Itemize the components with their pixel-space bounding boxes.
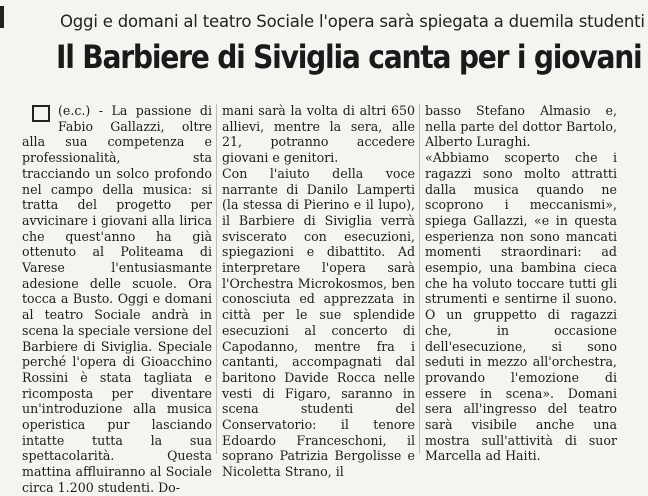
column-paragraph: «Abbiamo scoperto che i ragazzi sono molto attratti dalla musica quando ne scoprono i meccanismi», spiega Gallazzi, «e in questa esperienza non sono mancati momenti straordinari: ad esempio, una bambina cieca che ha voluto toccare tutti gli strumenti e sentirne il suono. O un gruppetto di ragazzi che, in occasione dell'esecuzione, si sono seduti in mezzo all'orchestra, provando l'emozione di essere in scena». Domani sera all'ingresso del teatro sarà visibile anche una mostra sull'attività di suor Marcella ad Haiti. <box>425 150 617 464</box>
column-paragraph: Con l'aiuto della voce narrante di Danilo Lamperti (la stessa di Pierino e il lupo), il Barbiere di Siviglia verrà sviscerato con esecuzioni, spiegazioni e dibattito. Ad interpretare l'opera sarà l'Orchestra Microkosmos, ben conosciuta ed apprezzata in città per le sue splendide esecuzioni al concerto di Capodanno, mentre fra i cantanti, accompagnati dal baritono Davide Rocca nelle vesti di Figaro, saranno in scena studenti del Conservatorio: il tenore Edoardo Franceschoni, il soprano Patrizia Bergolisse e Nicoletta Strano, il <box>222 165 415 480</box>
column-paragraph: mani sarà la volta di altri 650 allievi, mentre la sera, alle 21, potranno accedere giovani e genitori. <box>222 103 415 166</box>
column-paragraph: (e.c.) - La passione di Fabio Gallazzi, oltre alla sua competenza e professionalità, sta tracciando un solco profondo nel campo della musica: si tratta del progetto per avvicinare i giovani alla lirica che quest'anno ha già ottenuto al Politeama di Varese l'entusiasmante adesione delle scuole. Ora tocca a Busto. Oggi e domani al teatro Sociale andrà in scena la speciale versione del Barbiere di Siviglia. Speciale perché l'opera di Gioacchino Rossini è stata tagliata e ricomposta per diventare un'introduzione alla musica operistica pur lasciando intatte tutta la sua spettacolarità. Questa mattina affluiranno al Sociale circa 1.200 studenti. Do- <box>22 103 212 495</box>
column-paragraph: basso Stefano Almasio e, nella parte del dottor Bartolo, Alberto Luraghi. <box>425 103 617 150</box>
article-column-2 <box>222 103 415 480</box>
page-edge-mark <box>0 6 4 28</box>
article-headline: Il Barbiere di Siviglia canta per i giovani <box>56 38 642 76</box>
column-divider <box>419 104 420 454</box>
column-divider <box>216 104 217 454</box>
article-column-3 <box>425 103 617 464</box>
section-box-icon <box>32 105 50 122</box>
article-column-1 <box>22 103 212 496</box>
article-kicker: Oggi e domani al teatro Sociale l'opera sarà spiegata a duemila studenti <box>60 12 645 31</box>
